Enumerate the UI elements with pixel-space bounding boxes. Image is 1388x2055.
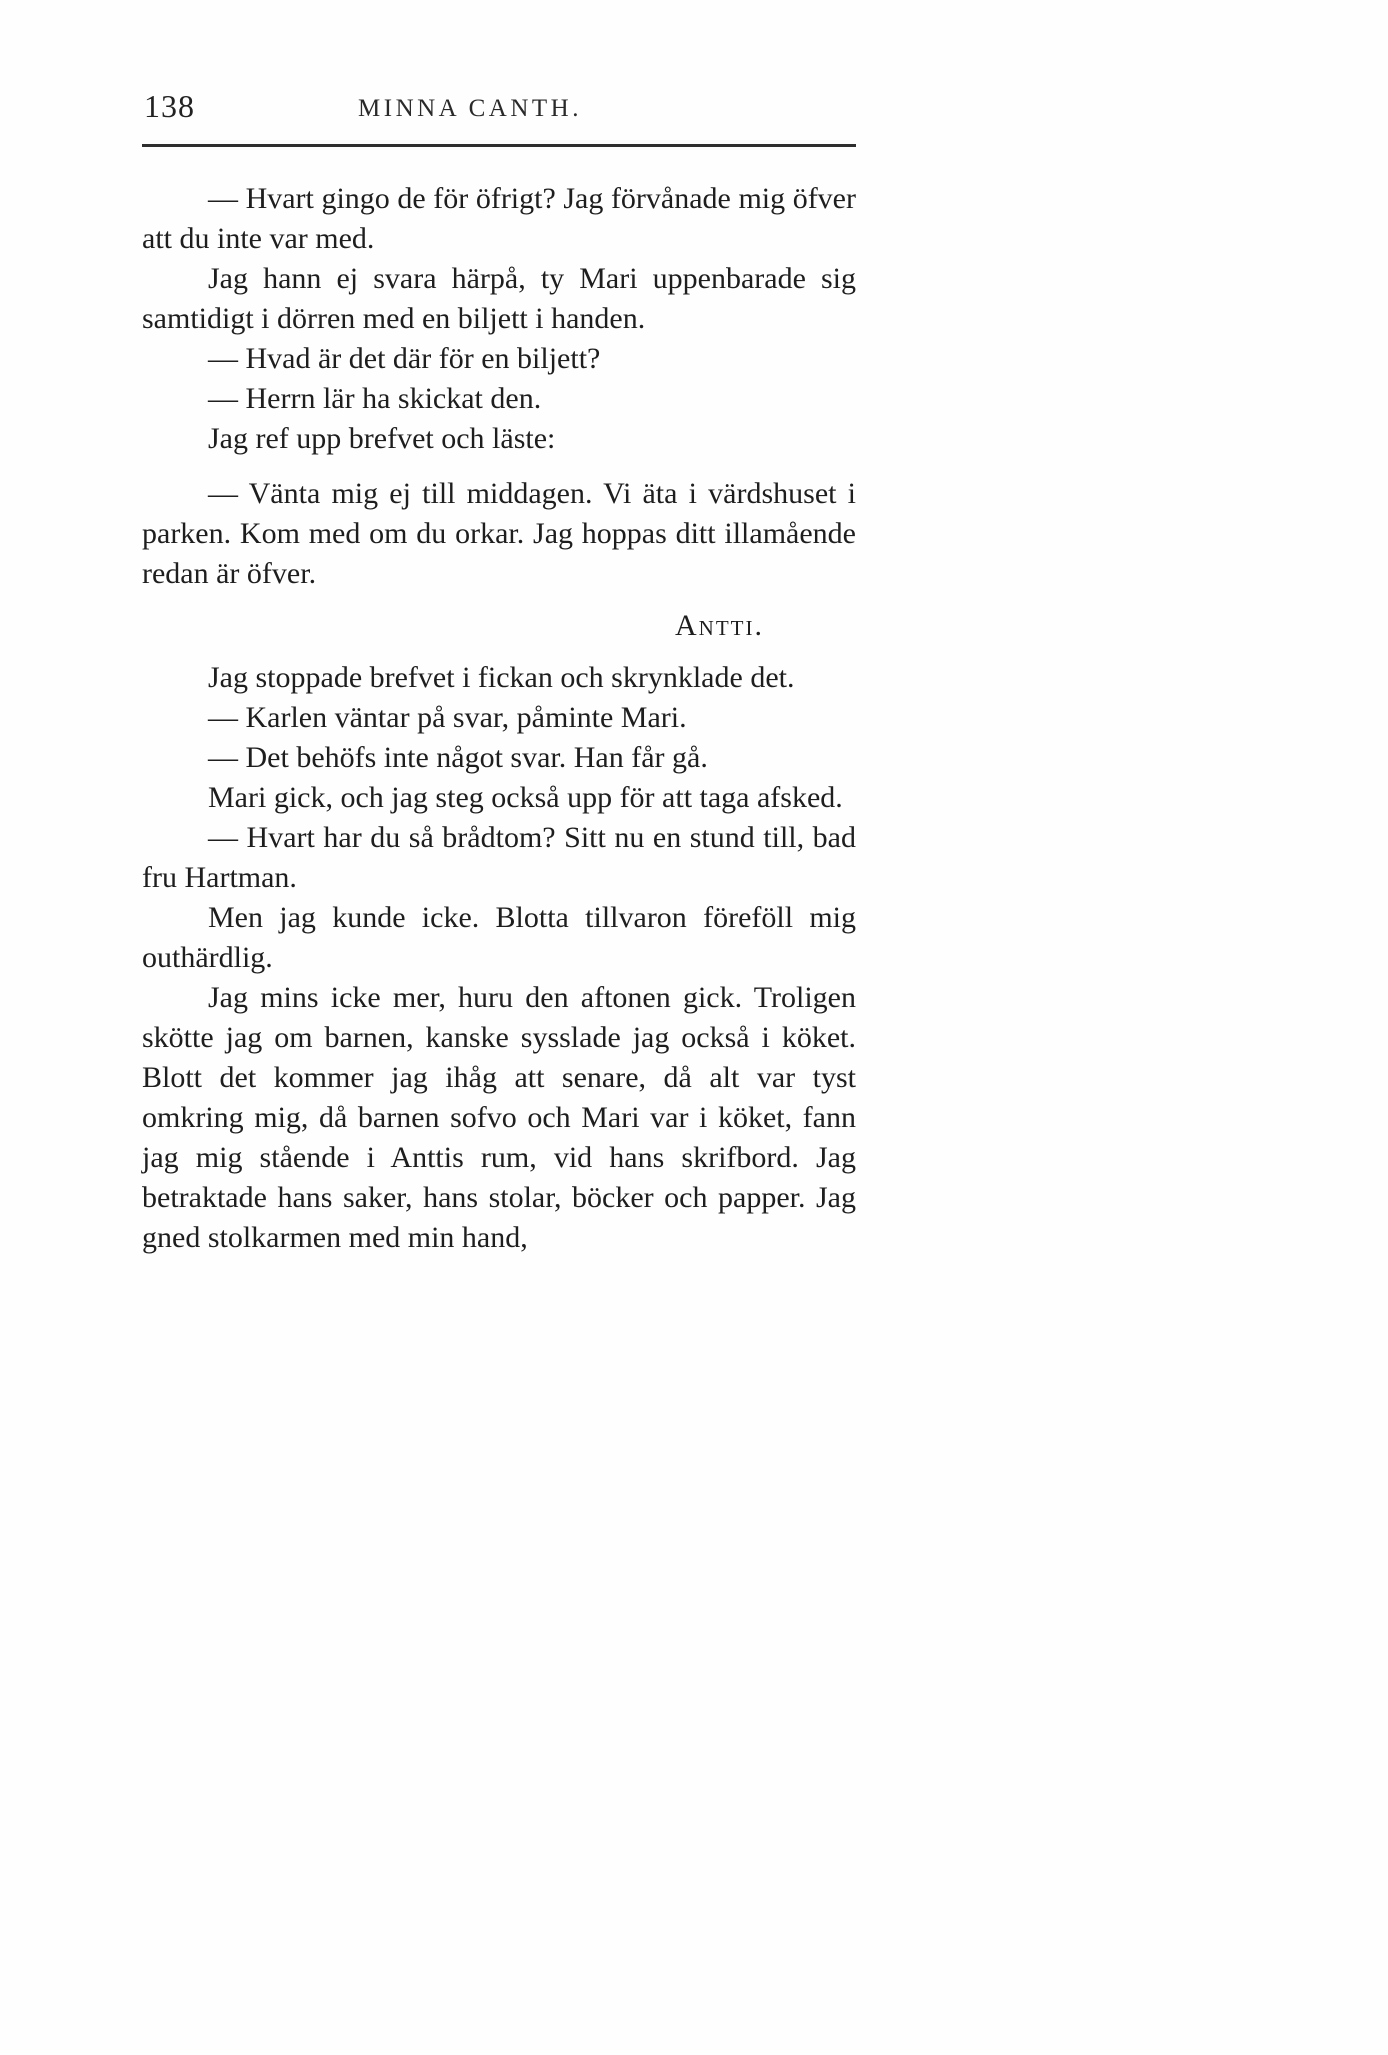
letter-signature: Antti. (675, 609, 764, 642)
paragraph: — Hvart gingo de för öfrigt? Jag förvånade mig öfver att du inte var med. (142, 182, 856, 255)
paragraph: Men jag kunde icke. Blotta tillvaron föreföll mig outhärdlig. (142, 901, 856, 974)
paragraph: Jag hann ej svara härpå, ty Mari uppenbarade sig samtidigt i dörren med en biljett i handen. (142, 262, 856, 335)
paragraph: — Det behöfs inte något svar. Han får gå. (208, 741, 708, 774)
paragraph: — Hvart har du så brådtom? Sitt nu en stund till, bad fru Hartman. (142, 821, 856, 894)
paragraph: — Hvad är det där för en biljett? (208, 342, 601, 375)
paragraph: Jag ref upp brefvet och läste: (208, 422, 556, 455)
header-rule (142, 144, 856, 147)
paragraph: Jag mins icke mer, huru den aftonen gick. Troligen skötte jag om barnen, kanske sysslade jag också i köket. Blott det kommer jag ihåg att senare, då alt var tyst omkring mig, då barnen sofvo och Mari var i köket, fann jag mig stående i Anttis rum, vid hans skrifbord. Jag betraktade hans saker, hans stolar, böcker och papper. Jag gned stolkarmen med min hand, (142, 981, 856, 1254)
paragraph: — Herrn lär ha skickat den. (208, 382, 542, 415)
paragraph: Mari gick, och jag steg också upp för att taga afsked. (208, 781, 843, 814)
paragraph: Jag stoppade brefvet i fickan och skrynklade det. (208, 661, 795, 694)
letter-quote: — Vänta mig ej till middagen. Vi äta i värdshuset i parken. Kom med om du orkar. Jag hoppas ditt illamående redan är öfver. (142, 477, 856, 590)
text-block (142, 88, 856, 1258)
page-body (142, 179, 856, 1258)
paragraph: — Karlen väntar på svar, påminte Mari. (208, 701, 687, 734)
page-number: 138 (144, 88, 195, 124)
page-header (142, 88, 856, 136)
running-title: MINNA CANTH. (358, 95, 582, 122)
